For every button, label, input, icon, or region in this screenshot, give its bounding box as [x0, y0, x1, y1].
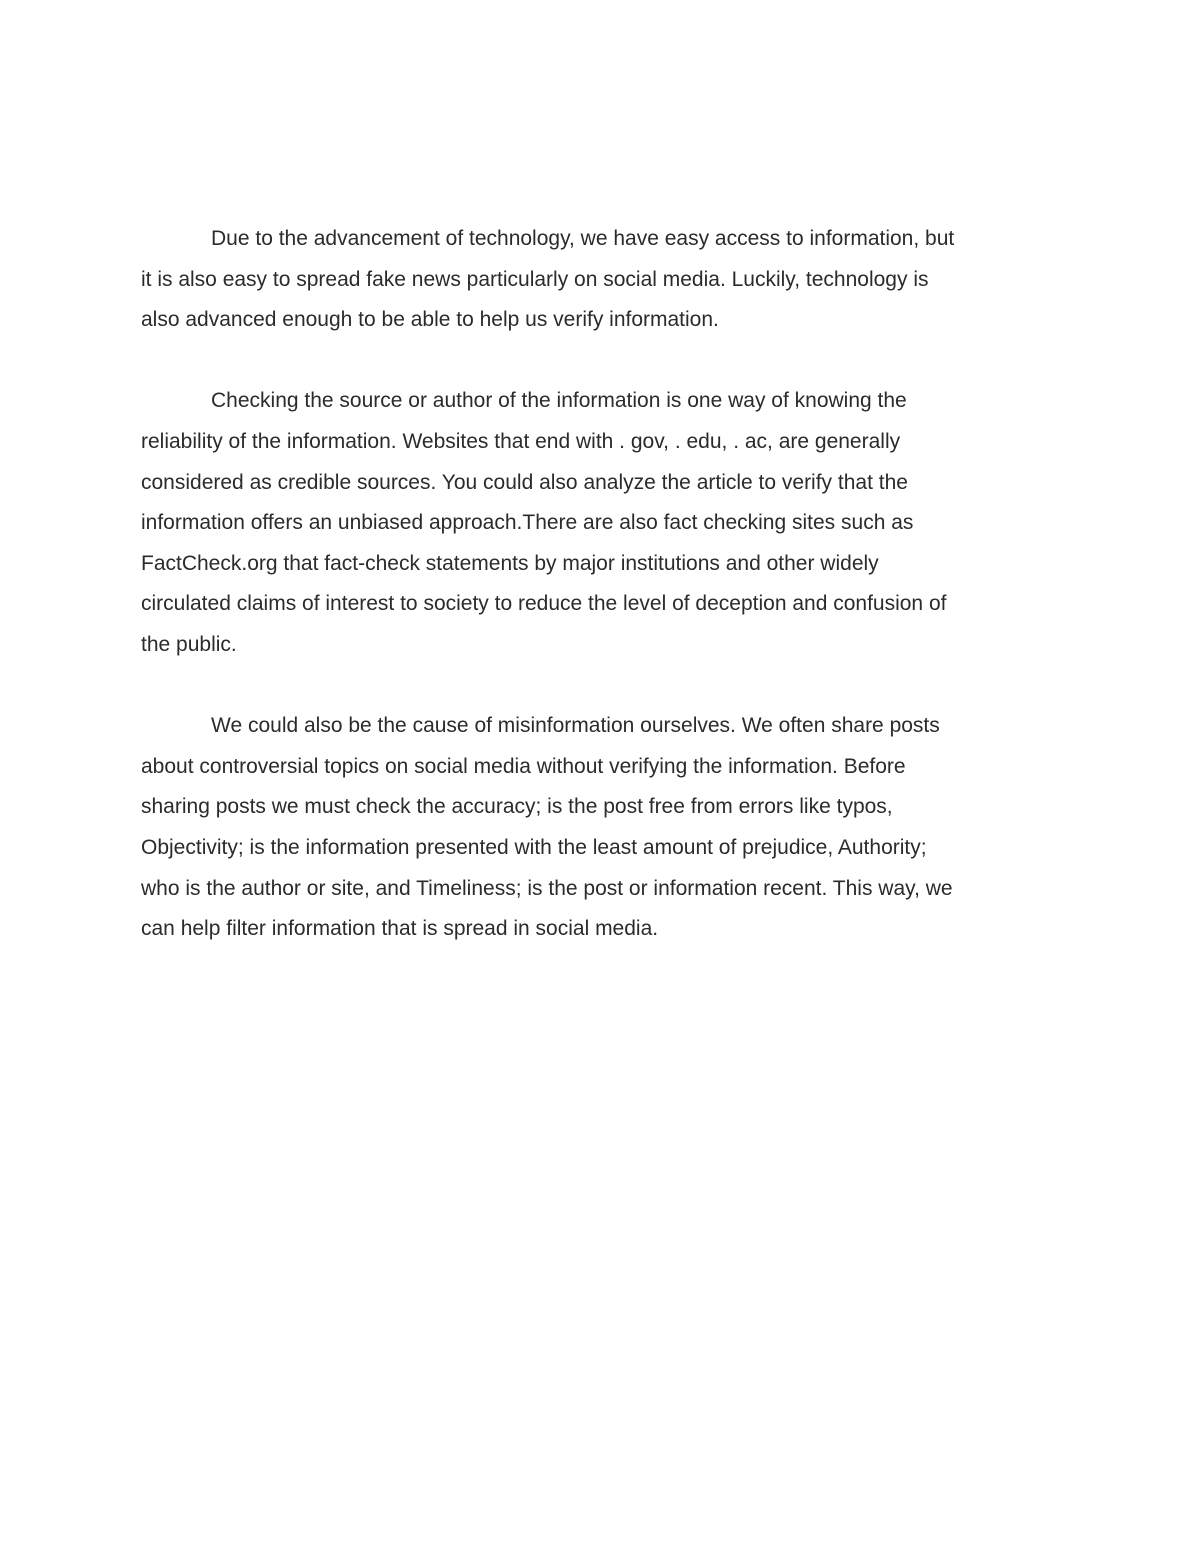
paragraph-2: Checking the source or author of the information is one way of knowing the reliability of the information. Websites that end with . gov, . edu, . ac, are generally considered as credible sources. You could also analyze the article to verify that the information offers an unbiased approach.There are also fact checking sites such as FactCheck.org that fact-check statements by major institutions and other widely circulated claims of interest to society to reduce the level of deception and confusion of the public. [141, 389, 947, 656]
paragraph-3: We could also be the cause of misinformation ourselves. We often share posts about controversial topics on social media without verifying the information. Before sharing posts we must check the accuracy; is the post free from errors like typos, Objectivity; is the information presented with the least amount of prejudice, Authority; who is the author or site, and Timeliness; is the post or information recent. This way, we can help filter information that is spread in social media. [141, 714, 953, 941]
paragraph-1: Due to the advancement of technology, we have easy access to information, but it is also easy to spread fake news particularly on social media. Luckily, technology is also advanced enough to be able to help us verify information. [141, 227, 955, 332]
document-body [141, 219, 1056, 990]
